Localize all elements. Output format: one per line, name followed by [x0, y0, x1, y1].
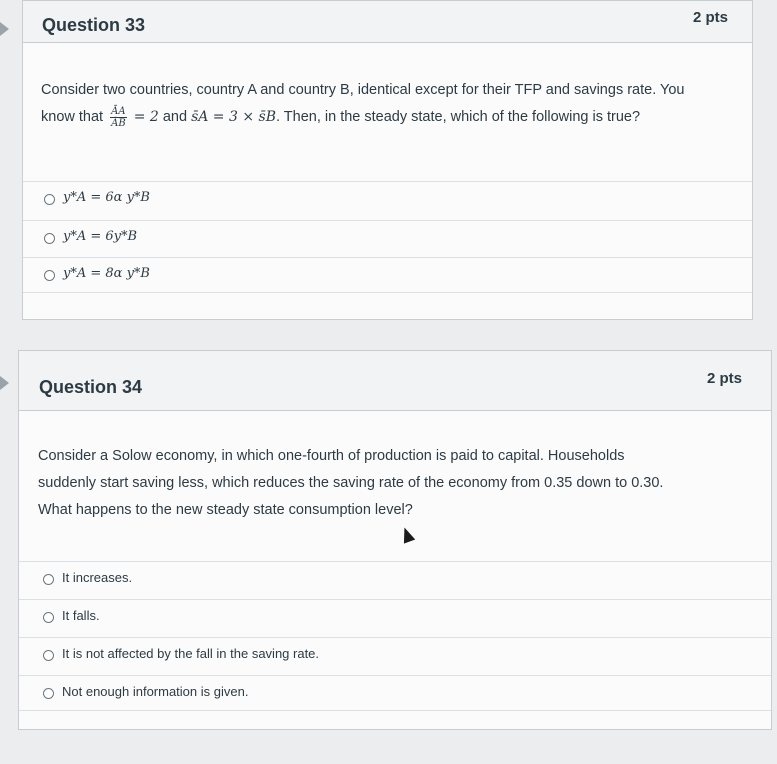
question-34-header	[19, 351, 771, 411]
tfp-ratio-denominator: ĀB	[111, 117, 126, 129]
question-33-points: 2 pts	[693, 9, 729, 26]
tfp-ratio-numerator: ĀA	[111, 105, 126, 117]
question-33-answer-3[interactable]	[23, 257, 752, 293]
question-34-answer-1[interactable]	[19, 561, 771, 597]
question-34-answer-2[interactable]	[19, 599, 771, 635]
question-34-text-line2: suddenly start saving less, which reduces the saving rate of the economy from 0.35 down to 0.30.	[38, 475, 664, 491]
question-33-text-line1: Consider two countries, country A and country B, identical except for their TFP and savings rate. You	[41, 82, 685, 98]
answer-label: y*A = 6α y*B	[63, 190, 150, 205]
radio-button[interactable]	[43, 688, 54, 699]
radio-button[interactable]	[44, 233, 55, 244]
question-34-text-line1: Consider a Solow economy, in which one-fourth of production is paid to capital. Households	[38, 448, 625, 464]
radio-button[interactable]	[43, 574, 54, 585]
radio-button[interactable]	[43, 612, 54, 623]
question-33-header	[23, 1, 752, 43]
question-34-text-line3: What happens to the new steady state consumption level?	[38, 502, 413, 518]
question-33-card	[22, 0, 753, 320]
question-33-text	[41, 77, 746, 131]
answer-label: y*A = 6y*B	[63, 229, 138, 244]
answer-label: y*A = 8α y*B	[63, 266, 150, 281]
question-33-title: Question 33	[42, 15, 146, 35]
question-33-know-that: know that	[41, 109, 104, 125]
question-34-text	[38, 443, 753, 524]
answer-label: It falls.	[62, 608, 100, 623]
question-34-marker	[0, 376, 9, 390]
answer-label: It is not affected by the fall in the saving rate.	[62, 646, 320, 661]
question-34-card	[18, 350, 772, 730]
question-33-text-line2	[41, 104, 746, 131]
question-33-text-suffix: . Then, in the steady state, which of the following is true?	[276, 109, 641, 125]
tfp-ratio-fraction	[110, 106, 127, 129]
question-33-answer-2[interactable]	[23, 220, 752, 256]
radio-button[interactable]	[44, 270, 55, 281]
question-33-and: and	[158, 109, 192, 125]
radio-button[interactable]	[44, 194, 55, 205]
question-34-points: 2 pts	[707, 370, 743, 387]
question-34-answer-3[interactable]	[19, 637, 771, 673]
savings-relation: s̄A = 3 × s̄B	[191, 109, 276, 125]
tfp-ratio-value: = 2	[133, 109, 159, 125]
question-34-answer-4[interactable]	[19, 675, 771, 711]
answer-label: Not enough information is given.	[62, 684, 249, 699]
question-34-title: Question 34	[39, 377, 143, 397]
answer-label: It increases.	[62, 570, 133, 585]
question-33-marker	[0, 22, 9, 36]
radio-button[interactable]	[43, 650, 54, 661]
question-33-answer-1[interactable]	[23, 181, 752, 217]
